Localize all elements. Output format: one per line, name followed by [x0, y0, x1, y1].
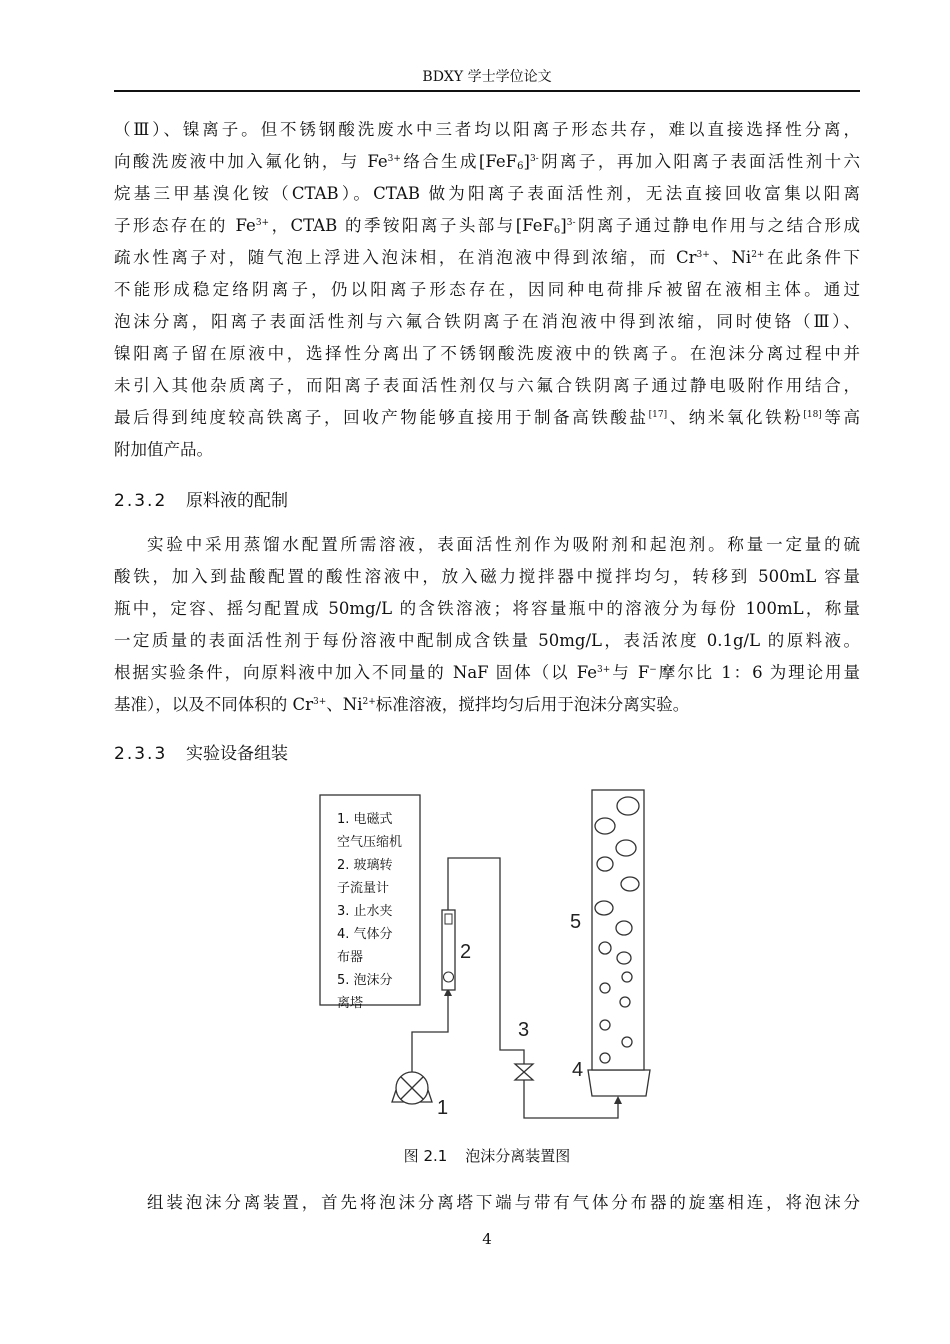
air-compressor-icon	[392, 1072, 432, 1104]
text-line: 疏水性离子对，随气泡上浮进入泡沫相，在消泡液中得到浓缩，而 $Cr^{3+}$、$Ni^{2+}$在此条件下	[114, 248, 861, 267]
section-title: 实验设备组装	[186, 744, 288, 764]
text-line: 泡沫分离，阳离子表面活性剂与六氟合铁阴离子在消泡液中得到浓缩，同时使铬（Ⅲ）、	[114, 312, 860, 331]
text-line: 不能形成稳定络阴离子，仍以阳离子形态存在，因同种电荷排斥被留在液相主体。通过	[114, 280, 860, 299]
rotameter-icon	[442, 910, 455, 990]
label-5: 5	[570, 911, 582, 933]
section-number: 2.3.2	[114, 491, 168, 511]
legend-line: 1. 电磁式	[337, 812, 393, 827]
figure-caption-text: 泡沫分离装置图	[465, 1147, 571, 1165]
paragraph-intro	[114, 114, 860, 466]
legend-line: 2. 玻璃转	[337, 858, 393, 873]
label-1: 1	[437, 1097, 449, 1119]
legend-line: 子流量计	[337, 881, 390, 896]
legend-line: 4. 气体分	[337, 927, 393, 942]
text-line: 基准），以及不同体积的 $Cr^{3+}$、$Ni^{2+}$标准溶液，搅拌均匀后用于泡沫分离实验。	[114, 695, 690, 714]
apparatus-diagram	[300, 780, 680, 1140]
text-line: 组装泡沫分离装置，首先将泡沫分离塔下端与带有气体分布器的旋塞相连，将泡沫分	[147, 1193, 860, 1212]
flow-arrow	[614, 1096, 622, 1104]
text-line: 未引入其他杂质离子，而阳离子表面活性剂仅与六氟合铁阴离子通过静电吸附作用结合，	[114, 376, 860, 395]
running-header: BDXY 学士学位论文	[422, 69, 552, 85]
svg-text:1. 电磁式 空气压缩机 2.	[337, 811, 406, 1011]
text-line: 烷基三甲基溴化铵（CTAB）。CTAB 做为阳离子表面活性剂，无法直接回收富集以阳离	[114, 184, 860, 203]
pipe	[412, 994, 448, 1072]
header-rule	[114, 90, 860, 92]
section-title: 原料液的配制	[186, 491, 288, 511]
text-line: （Ⅲ）、镍离子。但不锈钢酸洗废水中三者均以阳离子形态共存，难以直接选择性分离，	[114, 120, 860, 139]
text-line: 酸铁，加入到盐酸配置的酸性溶液中，放入磁力搅拌器中搅拌均匀，转移到 500mL 容量	[114, 567, 860, 586]
text-line: 一定质量的表面活性剂于每份溶液中配制成含铁量 50mg/L，表活浓度 0.1g/L 的原料液。	[114, 631, 860, 650]
figure-caption	[114, 1145, 860, 1167]
text-line: 瓶中，定容、摇匀配置成 50mg/L 的含铁溶液；将容量瓶中的溶液分为每份 100mL，称量	[114, 599, 860, 618]
text-line: 最后得到纯度较高铁离子，回收产物能够直接用于制备高铁酸盐[17]、纳米氧化铁粉[18]等高	[114, 408, 861, 427]
text-line: 根据实验条件，向原料液中加入不同量的 NaF 固体（以 $Fe^{3+}$与 F−摩尔比 1：6 为理论用量	[114, 663, 860, 682]
text-line: 镍阳离子留在原液中，选择性分离出了不锈钢酸洗废液中的铁离子。在泡沫分离过程中并	[114, 344, 860, 363]
legend-line: 3. 止水夹	[337, 904, 393, 919]
gas-distributor-icon	[588, 1070, 650, 1096]
label-3: 3	[518, 1019, 530, 1041]
legend-line: 离塔	[337, 996, 364, 1011]
label-2: 2	[460, 941, 472, 963]
label-4: 4	[572, 1059, 584, 1081]
text-line: 向酸洗废液中加入氟化钠，与 $Fe^{3+}$络合生成$[FeF_6]^{3-}$阴离子，再加入阳离子表面活性剂十六	[114, 152, 860, 172]
section-heading-2-3-3	[114, 742, 288, 766]
section-number: 2.3.3	[114, 744, 168, 764]
text-line: 子形态存在的 $Fe^{3+}$，CTAB 的季铵阳离子头部与$[FeF_6]^{3-}$阴离子通过静电作用与之结合形成	[114, 216, 861, 236]
figure-number: 图 2.1	[403, 1147, 448, 1165]
page-number: 4	[482, 1230, 492, 1248]
text-line: 实验中采用蒸馏水配置所需溶液，表面活性剂作为吸附剂和起泡剂。称量一定量的硫	[147, 535, 860, 554]
section-heading-2-3-2	[114, 489, 288, 513]
legend-line: 空气压缩机	[337, 835, 403, 850]
foam-column-icon	[592, 790, 644, 1070]
foam-separation-apparatus-figure	[300, 780, 680, 1140]
legend-line: 5. 泡沫分	[337, 973, 393, 988]
paragraph-preparation	[114, 529, 860, 721]
pinch-clamp-icon	[515, 1064, 533, 1080]
text-line: 附加值产品。	[114, 440, 213, 459]
paragraph-assembly	[114, 1187, 860, 1219]
legend-line: 布器	[337, 950, 364, 965]
